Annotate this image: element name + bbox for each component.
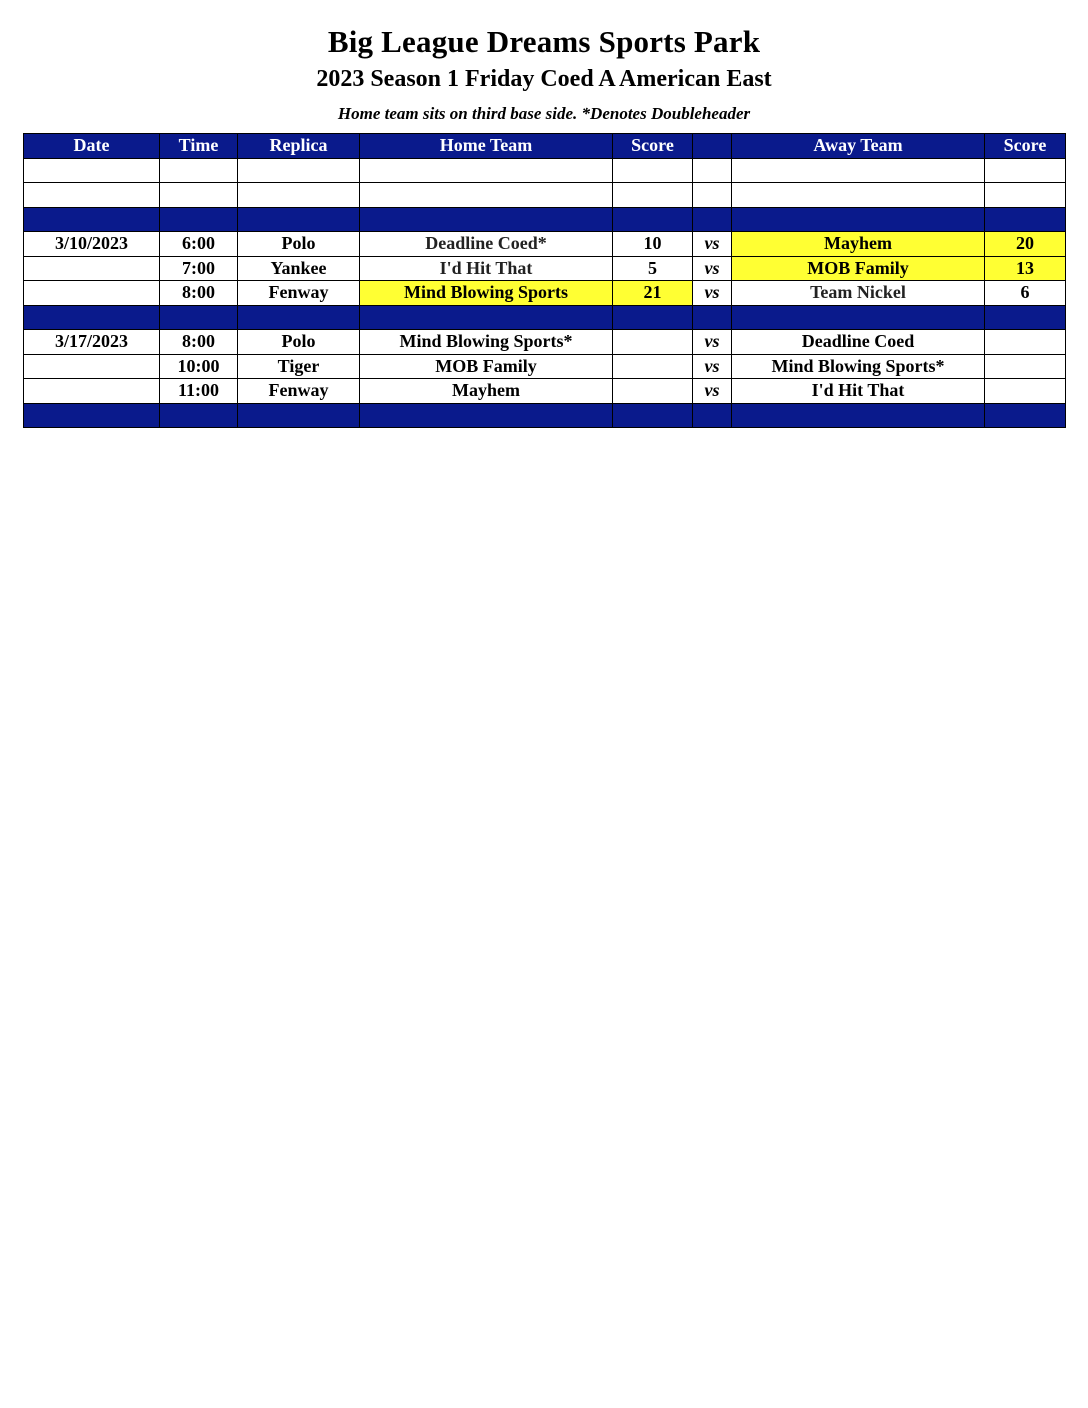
column-header-away-score: Score bbox=[985, 134, 1066, 159]
header-row bbox=[24, 134, 1066, 159]
away-score bbox=[985, 379, 1066, 404]
game-date bbox=[24, 281, 160, 306]
game-time: 8:00 bbox=[160, 330, 238, 355]
empty-row bbox=[24, 158, 1066, 183]
home-score: 10 bbox=[613, 232, 693, 257]
away-score: 13 bbox=[985, 256, 1066, 281]
home-team: Deadline Coed* bbox=[360, 232, 613, 257]
empty-row bbox=[24, 183, 1066, 208]
game-replica: Polo bbox=[238, 330, 360, 355]
game-replica: Tiger bbox=[238, 354, 360, 379]
vs-label: vs bbox=[693, 330, 732, 355]
game-time: 10:00 bbox=[160, 354, 238, 379]
away-team: MOB Family bbox=[732, 256, 985, 281]
away-team: Mayhem bbox=[732, 232, 985, 257]
column-header-date: Date bbox=[24, 134, 160, 159]
home-team: MOB Family bbox=[360, 354, 613, 379]
game-row bbox=[24, 232, 1066, 257]
home-team: Mind Blowing Sports* bbox=[360, 330, 613, 355]
vs-label: vs bbox=[693, 354, 732, 379]
game-date: 3/17/2023 bbox=[24, 330, 160, 355]
separator-row bbox=[24, 305, 1066, 330]
schedule-table bbox=[23, 133, 1066, 428]
column-header-vs bbox=[693, 134, 732, 159]
game-row bbox=[24, 330, 1066, 355]
away-score: 20 bbox=[985, 232, 1066, 257]
column-header-home-team: Home Team bbox=[360, 134, 613, 159]
column-header-replica: Replica bbox=[238, 134, 360, 159]
home-score: 21 bbox=[613, 281, 693, 306]
home-score: 5 bbox=[613, 256, 693, 281]
home-score bbox=[613, 330, 693, 355]
home-team: Mind Blowing Sports bbox=[360, 281, 613, 306]
game-time: 11:00 bbox=[160, 379, 238, 404]
separator-row bbox=[24, 207, 1066, 232]
page-title: Big League Dreams Sports Park bbox=[327, 24, 761, 59]
home-score bbox=[613, 354, 693, 379]
column-header-away-team: Away Team bbox=[732, 134, 985, 159]
game-date bbox=[24, 379, 160, 404]
vs-label: vs bbox=[693, 281, 732, 306]
game-replica: Polo bbox=[238, 232, 360, 257]
game-date bbox=[24, 354, 160, 379]
game-replica: Fenway bbox=[238, 281, 360, 306]
home-score bbox=[613, 379, 693, 404]
game-time: 6:00 bbox=[160, 232, 238, 257]
column-header-time: Time bbox=[160, 134, 238, 159]
game-time: 8:00 bbox=[160, 281, 238, 306]
game-time: 7:00 bbox=[160, 256, 238, 281]
away-score: 6 bbox=[985, 281, 1066, 306]
away-score bbox=[985, 330, 1066, 355]
page-subtitle: 2023 Season 1 Friday Coed A American East bbox=[316, 66, 772, 92]
game-row bbox=[24, 379, 1066, 404]
home-team: Mayhem bbox=[360, 379, 613, 404]
away-team: Mind Blowing Sports* bbox=[732, 354, 985, 379]
column-header-home-score: Score bbox=[613, 134, 693, 159]
away-team: Deadline Coed bbox=[732, 330, 985, 355]
game-date bbox=[24, 256, 160, 281]
home-team: I'd Hit That bbox=[360, 256, 613, 281]
separator-row bbox=[24, 403, 1066, 428]
away-team: Team Nickel bbox=[732, 281, 985, 306]
vs-label: vs bbox=[693, 379, 732, 404]
game-row bbox=[24, 281, 1066, 306]
game-row bbox=[24, 256, 1066, 281]
schedule-note: Home team sits on third base side. *Denotes Doubleheader bbox=[337, 104, 751, 123]
game-replica: Fenway bbox=[238, 379, 360, 404]
away-score bbox=[985, 354, 1066, 379]
game-date: 3/10/2023 bbox=[24, 232, 160, 257]
vs-label: vs bbox=[693, 232, 732, 257]
away-team: I'd Hit That bbox=[732, 379, 985, 404]
game-replica: Yankee bbox=[238, 256, 360, 281]
game-row bbox=[24, 354, 1066, 379]
vs-label: vs bbox=[693, 256, 732, 281]
